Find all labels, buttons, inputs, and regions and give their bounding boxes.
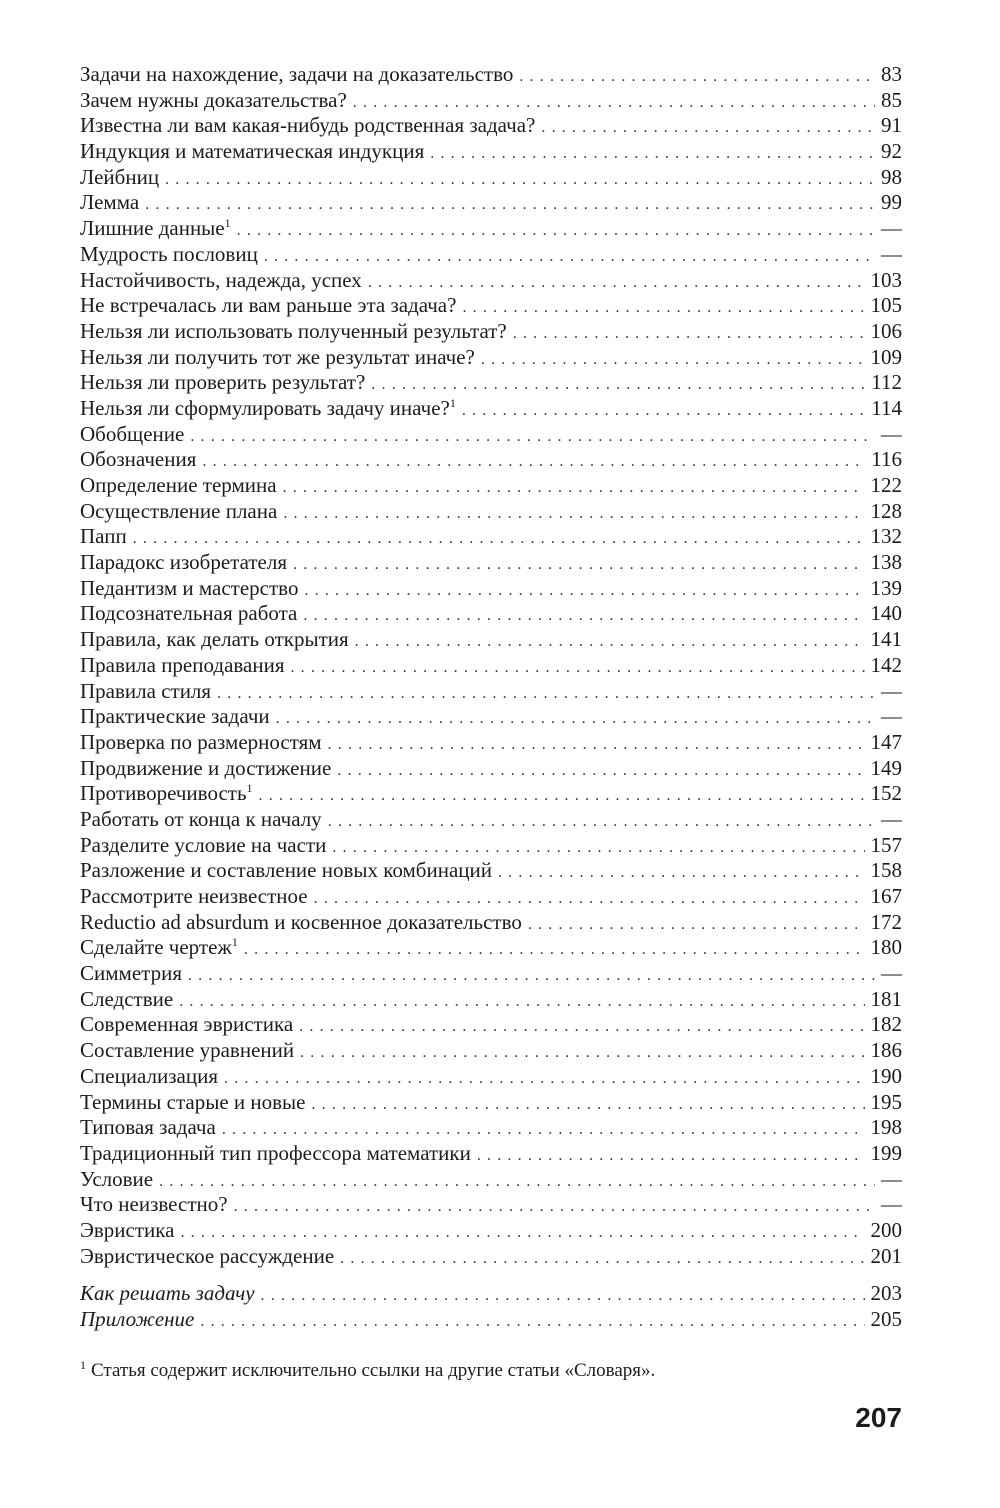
toc-entry-title <box>80 781 253 807</box>
toc-entry-title-text: Продвижение и достижение <box>80 755 332 780</box>
toc-entry <box>80 730 902 756</box>
toc-entry-page: 106 <box>870 318 902 343</box>
dot-leader <box>332 835 864 861</box>
toc-entry-page: 141 <box>870 627 902 652</box>
toc-entry-title <box>80 422 184 448</box>
toc-entry <box>80 524 902 550</box>
toc-entry <box>80 576 902 602</box>
dot-leader <box>180 1220 864 1246</box>
toc-entry-title-text: Reductio ad absurdum и косвенное доказательство <box>80 909 522 934</box>
toc-entry-title-text: Разложение и составление новых комбинаций <box>80 858 492 883</box>
toc-entry-title <box>80 62 513 88</box>
toc-entry-title <box>80 961 182 987</box>
toc-entry-title-text: Рассмотрите неизвестное <box>80 884 308 908</box>
toc-entry-title <box>80 396 456 422</box>
toc-entry-title <box>80 88 347 114</box>
toc-entry <box>80 499 902 525</box>
dot-leader <box>328 732 865 758</box>
dot-leader <box>299 1014 864 1040</box>
toc-entry-page: 152 <box>870 781 902 806</box>
toc-entry-title <box>80 1141 471 1167</box>
toc-entry-title <box>80 216 231 242</box>
toc-entry-title-text: Обозначения <box>80 447 197 472</box>
toc-entry-page: 91 <box>881 113 902 138</box>
toc-entry <box>80 139 902 165</box>
dot-leader <box>355 629 865 655</box>
toc-entry <box>80 627 902 653</box>
toc-entry <box>80 987 902 1013</box>
dot-leader <box>498 860 865 886</box>
toc-entry-page: — <box>881 961 902 986</box>
dot-leader <box>481 347 865 373</box>
toc-entry <box>80 396 902 422</box>
dot-leader <box>165 167 875 193</box>
toc-entry-title-text: Нельзя ли получить тот же результат иначе? <box>80 344 475 369</box>
toc-entry-page: 109 <box>870 344 902 369</box>
toc-entry-page: 195 <box>870 1089 902 1114</box>
toc-entry-title-text: Не встречалась ли вам раньше эта задача? <box>80 293 457 318</box>
toc-entry <box>80 679 902 705</box>
toc-entry-page: — <box>881 1166 902 1191</box>
toc-entry-page: 83 <box>881 62 902 86</box>
toc-entry-title-text: Парадокс изобретателя <box>80 550 288 575</box>
toc-entry-title-text: Индукция и математическая индукция <box>80 139 425 164</box>
toc-entry-page: 190 <box>870 1063 902 1088</box>
toc-entry <box>80 704 902 730</box>
toc-entry-title <box>80 884 308 910</box>
toc-entry-title <box>80 113 535 139</box>
dot-leader <box>368 270 865 296</box>
toc-entry-page: — <box>881 1192 902 1217</box>
toc-entry-title <box>80 1218 174 1244</box>
toc-entry-page: 92 <box>881 139 902 164</box>
toc-entry-title-text: Проверка по размерностям <box>80 729 322 754</box>
toc-entry <box>80 1244 902 1270</box>
toc-entry-title <box>80 653 284 679</box>
dot-leader <box>261 1283 865 1309</box>
toc-entry <box>80 473 902 499</box>
toc-entry-title <box>80 1192 228 1218</box>
dot-leader <box>303 603 864 629</box>
toc-entry-title <box>80 165 159 191</box>
toc-entry-title <box>80 756 331 782</box>
toc-entry-page: 114 <box>871 395 902 420</box>
toc-entry <box>80 1038 902 1064</box>
dot-leader <box>133 526 865 552</box>
toc-entry-title-text: Условие <box>80 1166 154 1191</box>
toc-entry-title <box>80 345 475 371</box>
toc-entry-page: 147 <box>870 729 902 754</box>
toc-entry <box>80 216 902 242</box>
toc-entry-title <box>80 190 139 216</box>
toc-entry-title-text: Симметрия <box>80 961 182 986</box>
dot-leader <box>179 989 864 1015</box>
toc-entry <box>80 833 902 859</box>
toc-entry-title-text: Практические задачи <box>80 704 270 729</box>
toc-entry-title-text: Мудрость пословиц <box>80 241 258 266</box>
toc-entry-title-text: Традиционный тип профессора математики <box>80 1140 471 1165</box>
toc-entry-title <box>80 524 127 550</box>
dot-leader <box>290 655 864 681</box>
toc-entry-title-text: Настойчивость, надежда, успех <box>80 267 362 292</box>
toc-entry-page: 182 <box>870 1012 902 1037</box>
toc-entry-page: 200 <box>870 1217 902 1242</box>
toc-entry <box>80 935 902 961</box>
toc-entry-page: — <box>881 241 902 266</box>
toc-entry-title <box>80 704 270 730</box>
toc-entry <box>80 345 902 371</box>
toc-entry-title-text: Правила преподавания <box>80 652 285 677</box>
toc-entry-title-text: Нельзя ли использовать полученный результат? <box>80 318 507 343</box>
toc-entry-page: 158 <box>870 858 902 883</box>
toc-entry-title-text: Обобщение <box>80 421 185 446</box>
dot-leader <box>293 552 864 578</box>
toc-entry-title <box>80 1281 255 1307</box>
dot-leader <box>237 218 875 244</box>
toc-entry-title <box>80 1167 153 1193</box>
dot-leader <box>314 886 865 912</box>
toc-entry <box>80 1115 902 1141</box>
toc-entry-title <box>80 550 287 576</box>
toc-entry-page: 122 <box>870 473 902 497</box>
toc-entry-page: 116 <box>871 447 902 472</box>
toc-entry-title-text: Правила стиля <box>80 678 212 703</box>
toc-entry-title <box>80 1012 293 1038</box>
toc-entry <box>80 601 902 627</box>
dot-leader <box>159 1169 875 1195</box>
toc-entry-page: 149 <box>870 755 902 780</box>
dot-leader <box>276 706 875 732</box>
toc-entry <box>80 62 902 88</box>
toc-entry-page: 139 <box>870 575 902 600</box>
toc-entry-title <box>80 807 322 833</box>
toc-entry-title <box>80 601 297 627</box>
toc-entry <box>80 884 902 910</box>
footnote <box>80 1358 920 1382</box>
footnote-text: Статья содержит исключительно ссылки на другие статьи «Словаря». <box>91 1360 656 1381</box>
toc-entry <box>80 1307 902 1333</box>
toc-entry <box>80 113 902 139</box>
toc-entry-page: 172 <box>870 909 902 934</box>
dot-leader <box>224 1066 864 1092</box>
toc-entry-page: 128 <box>870 498 902 523</box>
toc-entry-title-text: Специализация <box>80 1063 219 1088</box>
toc-entry <box>80 550 902 576</box>
toc-entry <box>80 961 902 987</box>
dot-leader <box>353 90 875 116</box>
toc-entry <box>80 293 902 319</box>
dot-leader <box>304 578 864 604</box>
toc-entry-page: — <box>881 216 902 241</box>
toc-entry-title <box>80 319 507 345</box>
toc-entry-page: 167 <box>870 884 902 908</box>
toc-entry-page: 142 <box>870 652 902 677</box>
toc-entry-page: 186 <box>870 1038 902 1063</box>
toc-entry-title-text: Эвристика <box>80 1217 175 1242</box>
toc-entry-title-text: Работать от конца к началу <box>80 806 322 831</box>
dot-leader <box>311 1092 864 1118</box>
page-number: 207 <box>855 1402 902 1433</box>
toc-entry-title <box>80 293 456 319</box>
toc-entry-title-text: Что неизвестно? <box>80 1192 228 1217</box>
footnote-marker: 1 <box>80 1358 86 1372</box>
toc-entry <box>80 422 902 448</box>
toc-entry-page: 85 <box>881 87 902 112</box>
toc-entry-title-text: Нельзя ли сформулировать задачу иначе? <box>80 395 450 420</box>
toc-entry-page: 180 <box>870 935 902 960</box>
toc-appendix-entries <box>80 1281 902 1332</box>
toc-entry-page: 199 <box>870 1140 902 1165</box>
toc-entry-title <box>80 1064 218 1090</box>
toc-entry-page: 103 <box>870 267 902 292</box>
dot-leader <box>430 141 875 167</box>
toc-entry-title <box>80 627 349 653</box>
footnote-reference: 1 <box>224 216 231 231</box>
toc-entry-title <box>80 499 277 525</box>
toc-entry-title-text: Известна ли вам какая-нибудь родственная задача? <box>80 113 536 138</box>
dot-leader <box>188 963 875 989</box>
toc-entry-title-text: Подсознательная работа <box>80 601 298 626</box>
toc-entry <box>80 1281 902 1307</box>
toc-entry <box>80 1064 902 1090</box>
table-of-contents <box>80 62 902 1333</box>
toc-entry <box>80 781 902 807</box>
toc-entry-title <box>80 1244 334 1270</box>
toc-entry-page: — <box>881 421 902 446</box>
toc-entry-title-text: Педантизм и мастерство <box>80 575 299 600</box>
dot-leader <box>200 1309 864 1335</box>
toc-entry <box>80 242 902 268</box>
toc-entry-title <box>80 242 258 268</box>
toc-entry <box>80 370 902 396</box>
dot-leader <box>462 398 865 424</box>
dot-leader <box>222 1117 865 1143</box>
toc-entry-title <box>80 1307 194 1333</box>
toc-entry-title <box>80 987 173 1013</box>
toc-entry-title-text: Противоречивость <box>80 781 247 806</box>
toc-entry-page: 132 <box>870 524 902 549</box>
dot-leader <box>528 912 865 938</box>
toc-entry-title <box>80 1038 294 1064</box>
toc-entry-title <box>80 1115 216 1141</box>
dot-leader <box>337 758 864 784</box>
toc-entry-title-text: Типовая задача <box>80 1115 216 1140</box>
toc-entry-title-text: Следствие <box>80 986 174 1011</box>
dot-leader <box>283 501 864 527</box>
toc-entry-title-text: Разделите условие на части <box>80 832 327 857</box>
toc-entry <box>80 1090 902 1116</box>
toc-entry-page: 181 <box>870 986 902 1011</box>
toc-entry <box>80 653 902 679</box>
dot-leader <box>541 115 875 141</box>
toc-entry <box>80 1167 902 1193</box>
footnote-reference: 1 <box>449 395 456 410</box>
toc-entry-title <box>80 910 522 936</box>
toc-entry-title-text: Задачи на нахождение, задачи на доказательство <box>80 62 514 86</box>
toc-entry-title <box>80 833 326 859</box>
dot-leader <box>244 937 865 963</box>
toc-entry-title <box>80 576 298 602</box>
toc-entry-page: 112 <box>871 370 902 395</box>
toc-entry <box>80 165 902 191</box>
toc-entry-title <box>80 1090 305 1116</box>
toc-entry <box>80 858 902 884</box>
toc-entry-title <box>80 730 322 756</box>
toc-entry-title <box>80 679 211 705</box>
toc-entry-title-text: Эвристическое рассуждение <box>80 1243 335 1268</box>
footnote-reference: 1 <box>231 935 238 950</box>
dot-leader <box>264 244 875 270</box>
toc-entry-page: 157 <box>870 832 902 857</box>
toc-entry-title-text: Сделайте чертеж <box>80 935 232 960</box>
toc-entry-page: 99 <box>881 190 902 215</box>
toc-entry <box>80 756 902 782</box>
dot-leader <box>371 372 865 398</box>
toc-entry-title <box>80 858 492 884</box>
dot-leader <box>300 1040 864 1066</box>
toc-entry <box>80 1218 902 1244</box>
toc-entry-title-text: Термины старые и новые <box>80 1089 306 1114</box>
dot-leader <box>462 295 864 321</box>
toc-entry-page: 98 <box>881 164 902 189</box>
toc-entry-title-text: Приложение <box>80 1307 195 1331</box>
toc-entry-title-text: Осуществление плана <box>80 498 278 523</box>
toc-entry <box>80 190 902 216</box>
dot-leader <box>202 449 865 475</box>
toc-entry <box>80 1141 902 1167</box>
toc-entry-title-text: Папп <box>80 524 127 549</box>
toc-entry <box>80 1012 902 1038</box>
toc-entry-title <box>80 935 238 961</box>
dot-leader <box>513 321 865 347</box>
toc-entry-title-text: Лемма <box>80 190 140 215</box>
dot-leader <box>145 192 875 218</box>
dot-leader <box>259 783 865 809</box>
footnote-reference: 1 <box>246 781 253 796</box>
toc-entry-title-text: Определение термина <box>80 473 277 497</box>
dot-leader <box>340 1246 864 1272</box>
dot-leader <box>190 424 875 450</box>
toc-entry-page: 203 <box>870 1281 902 1306</box>
toc-entry-page: 138 <box>870 550 902 575</box>
dot-leader <box>477 1143 865 1169</box>
toc-entry-page: 205 <box>870 1307 902 1331</box>
toc-entry-title <box>80 447 196 473</box>
toc-entry <box>80 910 902 936</box>
toc-entry-title <box>80 268 362 294</box>
toc-entry-page: 198 <box>870 1115 902 1140</box>
toc-entry-title-text: Зачем нужны доказательства? <box>80 87 347 112</box>
toc-entry-page: 140 <box>870 601 902 626</box>
toc-entry-title-text: Лишние данные <box>80 216 225 241</box>
toc-entry-title-text: Нельзя ли проверить результат? <box>80 370 366 395</box>
dot-leader <box>283 475 865 501</box>
dot-leader <box>519 64 875 90</box>
toc-entry <box>80 88 902 114</box>
toc-entry <box>80 268 902 294</box>
toc-entry-title <box>80 370 365 396</box>
toc-entry-title-text: Правила, как делать открытия <box>80 627 349 652</box>
dot-leader <box>234 1194 875 1220</box>
toc-entry-page: 105 <box>870 293 902 318</box>
dot-leader <box>217 681 875 707</box>
toc-entry-title <box>80 473 277 499</box>
toc-entry-title-text: Составление уравнений <box>80 1038 295 1063</box>
toc-entry <box>80 447 902 473</box>
dot-leader <box>328 809 875 835</box>
toc-entry-title <box>80 139 424 165</box>
toc-entry-page: — <box>881 678 902 703</box>
toc-entry-page: 201 <box>870 1243 902 1268</box>
toc-entry-title-text: Современная эвристика <box>80 1012 294 1037</box>
toc-entry-title-text: Как решать задачу <box>80 1281 255 1306</box>
toc-entry <box>80 319 902 345</box>
toc-entry-page: — <box>881 704 902 729</box>
toc-entry-page: — <box>881 806 902 831</box>
toc-main-entries <box>80 62 902 1269</box>
toc-entry-title-text: Лейбниц <box>80 164 160 189</box>
toc-entry <box>80 1192 902 1218</box>
toc-entry <box>80 807 902 833</box>
